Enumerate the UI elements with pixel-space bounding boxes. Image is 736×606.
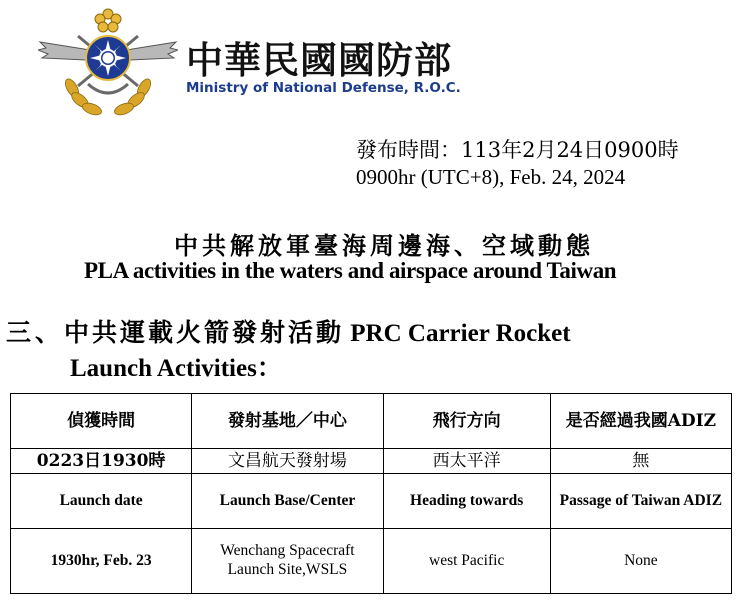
section-heading bbox=[6, 313, 571, 349]
release-time-zh: 發布時間：113年2月24日0900時 bbox=[356, 138, 679, 162]
table-cell: 文昌航天發射場 bbox=[192, 449, 383, 474]
header-cell-zh: 飛行方向 bbox=[383, 394, 550, 449]
table-header-row-en bbox=[11, 474, 732, 529]
table-cell: None bbox=[550, 529, 731, 594]
section-heading-line2 bbox=[70, 348, 282, 384]
launch-activities-table bbox=[10, 393, 732, 594]
header-cell-zh: 是否經過我國ADIZ bbox=[550, 394, 731, 449]
table-cell: 0223日1930時 bbox=[11, 449, 192, 474]
section-title-en-part1: PRC Carrier Rocket bbox=[350, 320, 571, 347]
header-cell-en: Passage of Taiwan ADIZ bbox=[550, 474, 731, 529]
table-cell: Wenchang Spacecraft Launch Site,WSLS bbox=[192, 529, 383, 594]
mnd-emblem-icon bbox=[38, 6, 178, 118]
section-colon: ： bbox=[256, 355, 282, 382]
table-cell: 1930hr, Feb. 23 bbox=[11, 529, 192, 594]
table-header-row-zh bbox=[11, 394, 732, 449]
table-cell: 西太平洋 bbox=[383, 449, 550, 474]
org-name-en: Ministry of National Defense, R.O.C. bbox=[186, 80, 461, 96]
header-cell-en: Launch date bbox=[11, 474, 192, 529]
header-cell-en: Heading towards bbox=[383, 474, 550, 529]
section-title-zh: 中共運載火箭發射活動 bbox=[64, 320, 345, 347]
table-cell: west Pacific bbox=[383, 529, 550, 594]
table-cell: 無 bbox=[550, 449, 731, 474]
header-cell-zh: 偵獲時間 bbox=[11, 394, 192, 449]
table-row-en bbox=[11, 529, 732, 594]
org-name-zh: 中華民國國防部 bbox=[186, 39, 452, 82]
release-time-en: 0900hr (UTC+8), Feb. 24, 2024 bbox=[356, 165, 626, 189]
document-title-en: PLA activities in the waters and airspace around Taiwan bbox=[84, 258, 617, 283]
header-cell-zh: 發射基地／中心 bbox=[192, 394, 383, 449]
header-cell-en: Launch Base/Center bbox=[192, 474, 383, 529]
table-row-zh bbox=[11, 449, 732, 474]
section-number: 三、 bbox=[6, 320, 65, 347]
document-title-zh: 中共解放軍臺海周邊海、空域動態 bbox=[174, 231, 594, 260]
section-title-en-part2: Launch Activities bbox=[70, 355, 257, 382]
